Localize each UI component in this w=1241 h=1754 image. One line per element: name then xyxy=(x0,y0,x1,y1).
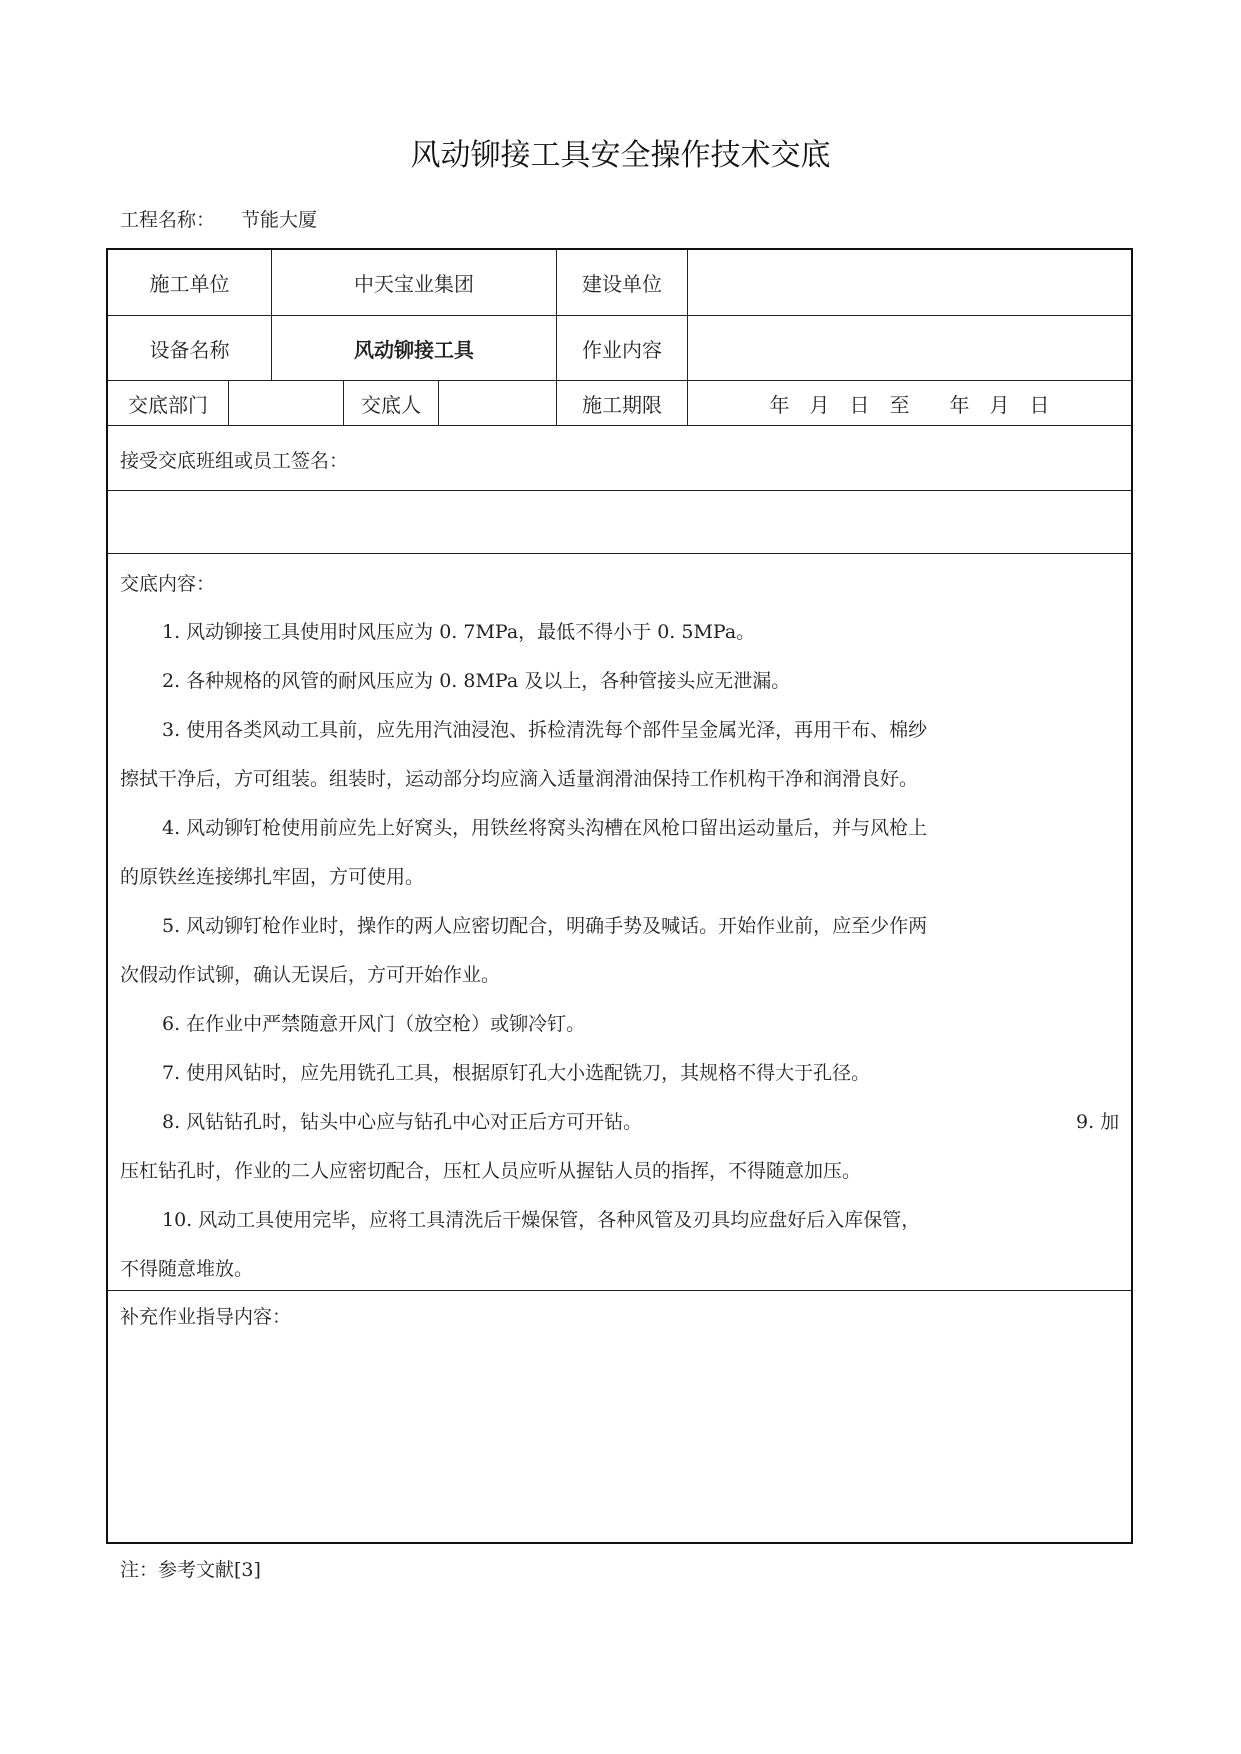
content-line: 3. 使用各类风动工具前，应先用汽油浸泡、拆检清洗每个部件呈金属光泽，再用干布、棉纱 xyxy=(162,719,928,741)
content-line: 不得随意堆放。 xyxy=(120,1258,254,1280)
content-line: 8. 风钻钻孔时，钻头中心应与钻孔中心对正后方可开钻。 xyxy=(162,1111,643,1133)
project-name-row xyxy=(120,205,317,232)
content-line: 6. 在作业中严禁随意开风门（放空枪）或铆冷钉。 xyxy=(162,1013,586,1035)
content-line: 10. 风动工具使用完毕，应将工具清洗后干燥保管，各种风管及刃具均应盘好后入库保管， xyxy=(162,1209,921,1231)
dept-value xyxy=(229,381,343,425)
page-title: 风动铆接工具安全操作技术交底 xyxy=(410,138,831,173)
build-unit-value xyxy=(688,250,1131,315)
person-label: 交底人 xyxy=(361,392,421,417)
disclosure-table xyxy=(106,248,1133,1544)
construction-unit-value: 中天宝业集团 xyxy=(354,272,474,296)
dept-label: 交底部门 xyxy=(128,392,208,417)
build-unit-label: 建设单位 xyxy=(582,272,662,296)
period-label: 施工期限 xyxy=(582,392,662,417)
reference-note: 注：参考文献[3] xyxy=(120,1559,261,1581)
content-line: 次假动作试铆，确认无误后，方可开始作业。 xyxy=(120,964,501,986)
content-line-9-start: 9. 加 xyxy=(1076,1111,1120,1133)
content-line: 的原铁丝连接绑扎牢固，方可使用。 xyxy=(120,866,425,888)
work-content-value xyxy=(688,316,1131,380)
signature-label: 接受交底班组或员工签名： xyxy=(120,450,349,472)
content-line: 7. 使用风钻时，应先用铣孔工具，根据原钉孔大小选配铣刀，其规格不得大于孔径。 xyxy=(162,1062,871,1084)
content-line: 压杠钻孔时，作业的二人应密切配合，压杠人员应听从握钻人员的指挥，不得随意加压。 xyxy=(120,1160,862,1182)
project-name-label: 工程名称： xyxy=(120,209,216,231)
content-line: 1. 风动铆接工具使用时风压应为 0. 7MPa，最低不得小于 0. 5MPa。 xyxy=(162,621,756,643)
supplement-label: 补充作业指导内容： xyxy=(120,1306,292,1328)
content-line: 5. 风动铆钉枪作业时，操作的两人应密切配合，明确手势及喊话。开始作业前，应至少作两 xyxy=(162,915,928,937)
equipment-label: 设备名称 xyxy=(149,337,230,362)
project-name-value: 节能大厦 xyxy=(241,209,318,231)
content-label: 交底内容： xyxy=(120,573,216,595)
work-content-label: 作业内容 xyxy=(582,337,662,362)
construction-unit-label: 施工单位 xyxy=(149,272,230,296)
period-value: 年 月 日 至 年 月 日 xyxy=(769,392,1050,417)
equipment-value: 风动铆接工具 xyxy=(354,337,474,362)
content-line: 4. 风动铆钉枪使用前应先上好窝头，用铁丝将窝头沟槽在风枪口留出运动量后，并与风枪上 xyxy=(162,817,928,839)
person-value xyxy=(439,381,556,425)
content-line: 2. 各种规格的风管的耐风压应为 0. 8MPa 及以上，各种管接头应无泄漏。 xyxy=(162,670,791,692)
content-line: 擦拭干净后，方可组装。组装时，运动部分均应滴入适量润滑油保持工作机构干净和润滑良好。 xyxy=(120,768,919,790)
